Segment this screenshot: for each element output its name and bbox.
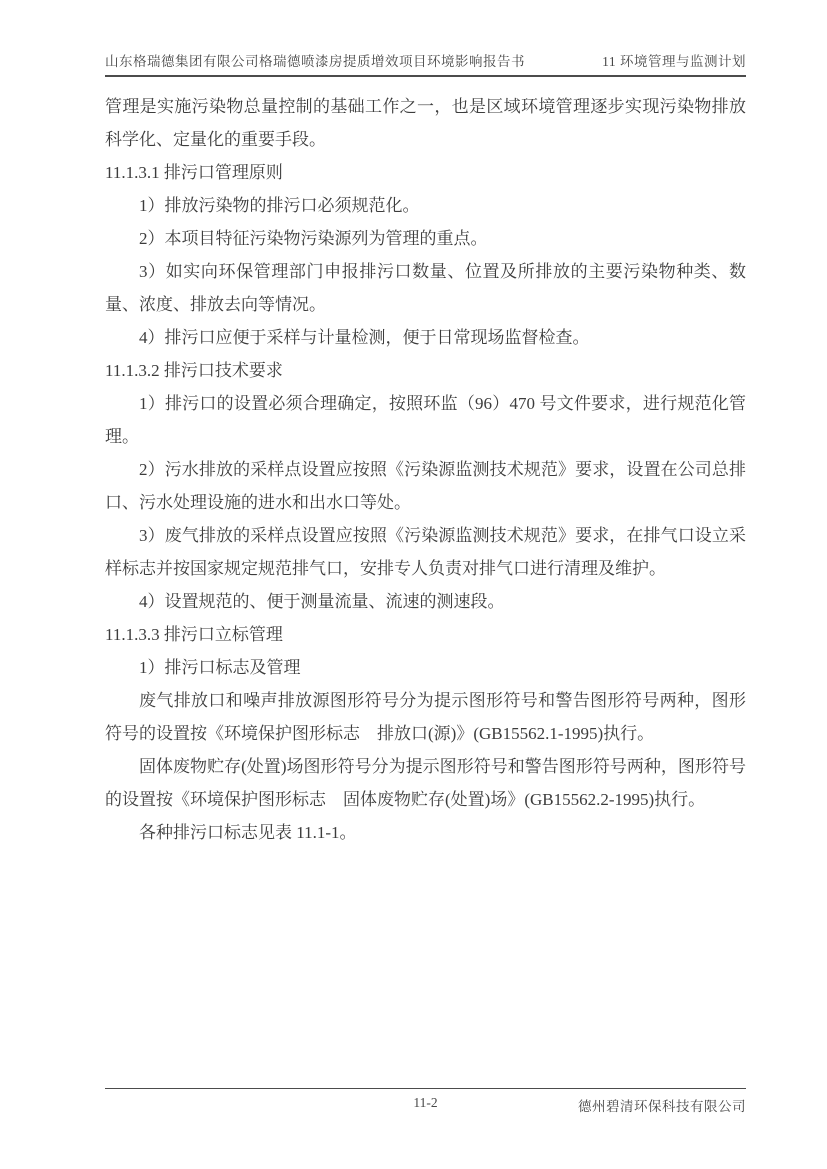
tech-item-3: 3）废气排放的采样点设置应按照《污染源监测技术规范》要求，在排气口设立采样标志并按国家规定规范排气口，安排专人负责对排气口进行清理及维护。 [105, 526, 746, 578]
paragraph-continuation: 管理是实施污染物总量控制的基础工作之一，也是区域环境管理逐步实现污染物排放科学化、定量化的重要手段。 [105, 97, 746, 149]
tech-item-2: 2）污水排放的采样点设置应按照《污染源监测技术规范》要求，设置在公司总排口、污水处理设施的进水和出水口等处。 [105, 460, 746, 512]
header-chapter-title: 11 环境管理与监测计划 [602, 54, 746, 69]
page-header [105, 50, 746, 77]
page-footer [105, 1088, 746, 1120]
paragraph-solid-waste-symbols: 固体废物贮存(处置)场图形符号分为提示图形符号和警告图形符号两种，图形符号的设置按《环境保护图形标志 固体废物贮存(处置)场》(GB15562.2-1995)执行。 [105, 757, 746, 809]
section-heading-11-1-3-1: 11.1.3.1 排污口管理原则 [105, 163, 283, 182]
footer-company-name: 德州碧清环保科技有限公司 [578, 1099, 746, 1114]
document-body [105, 90, 746, 849]
list-item-2: 2）本项目特征污染物污染源列为管理的重点。 [139, 229, 488, 248]
section-heading-11-1-3-2: 11.1.3.2 排污口技术要求 [105, 361, 283, 380]
tech-item-1: 1）排污口的设置必须合理确定，按照环监（96）470 号文件要求，进行规范化管理。 [105, 394, 746, 446]
list-item-3: 3）如实向环保管理部门申报排污口数量、位置及所排放的主要污染物种类、数量、浓度、排放去向等情况。 [105, 262, 746, 314]
paragraph-gas-noise-symbols: 废气排放口和噪声排放源图形符号分为提示图形符号和警告图形符号两种，图形符号的设置按《环境保护图形标志 排放口(源)》(GB15562.1-1995)执行。 [105, 691, 746, 743]
header-report-title: 山东格瑞德集团有限公司格瑞德喷漆房提质增效项目环境影响报告书 [105, 54, 525, 69]
tech-item-4: 4）设置规范的、便于测量流量、流速的测速段。 [139, 592, 505, 611]
list-item-1: 1）排放污染物的排污口必须规范化。 [139, 196, 420, 215]
page-number: 11-2 [413, 1095, 438, 1110]
section-heading-11-1-3-3: 11.1.3.3 排污口立标管理 [105, 625, 283, 644]
paragraph-table-reference: 各种排污口标志见表 11.1-1。 [139, 823, 357, 842]
mark-item-1: 1）排污口标志及管理 [139, 658, 301, 677]
list-item-4: 4）排污口应便于采样与计量检测，便于日常现场监督检查。 [139, 328, 590, 347]
